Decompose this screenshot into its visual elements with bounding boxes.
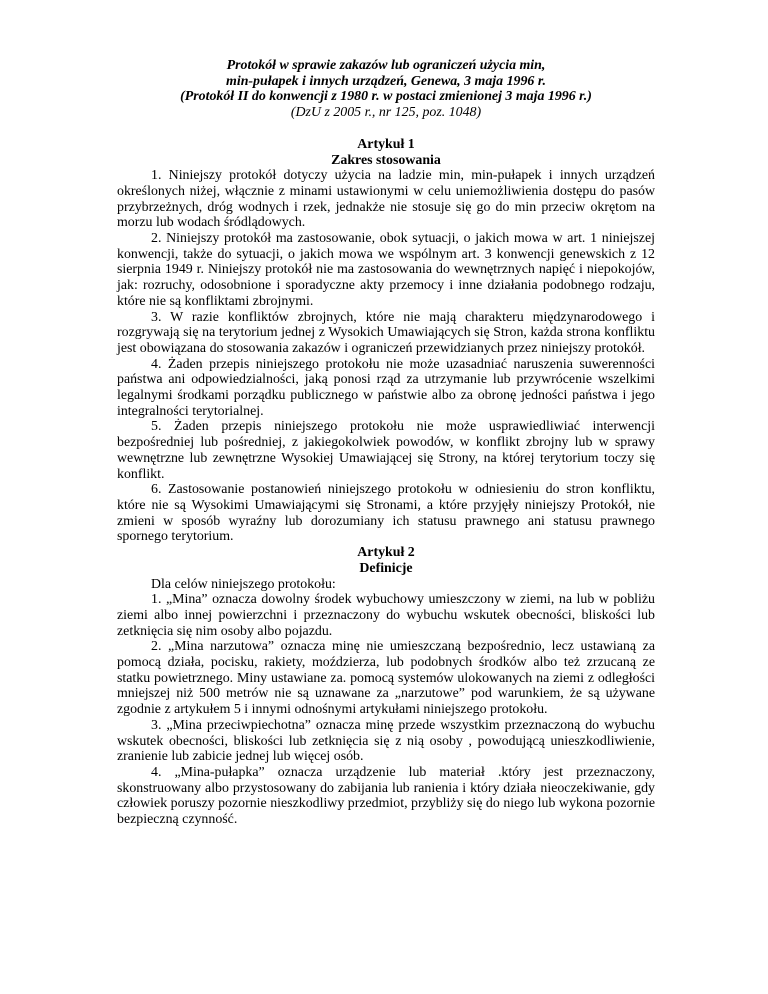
article-1-paragraph: 2. Niniejszy protokół ma zastosowanie, obok sytuacji, o jakich mowa w art. 1 niniejszej konwencji, także do sytuacji, o jakich mowa we wspólnym art. 3 konwencji genewskich z 12 sierpnia 1949 r. Niniejszy protokół nie ma zastosowania do wewnętrznych napięć i niepokojów, jak: rozruchy, odosobnione i sporadyczne akty przemocy i inne działania podobnego rodzaju, które nie są konfliktami zbrojnymi. [117, 231, 655, 309]
document-title [117, 58, 655, 121]
article-1-heading: Artykuł 1 [357, 136, 415, 152]
title-line-2: min-pułapek i innych urządzeń, Genewa, 3 maja 1996 r. [226, 73, 546, 89]
article-1-paragraph: 6. Zastosowanie postanowień niniejszego protokołu w odniesieniu do stron konfliktu, które nie są Wysokimi Umawiającymi się Stronami, a które przyjęły niniejszy Protokół, nie zmieni w sposób wyraźny lub dorozumiany ich statusu prawnego ani statusu prawnego spornego terytorium. [117, 482, 655, 545]
title-line-1: Protokół w sprawie zakazów lub ograniczeń użycia min, [226, 58, 546, 73]
article-1-paragraph: 3. W razie konfliktów zbrojnych, które nie mają charakteru międzynarodowego i rozgrywają się na terytorium jednej z Wysokich Umawiających się Stron, każda strona konfliktu jest obowiązana do stosowania zakazów i ograniczeń przewidzianych przez niniejszy protokół. [117, 309, 655, 356]
article-1-paragraph: 5. Żaden przepis niniejszego protokołu nie może usprawiedliwiać interwencji bezpośredniej lub pośredniej, z jakiegokolwiek powodów, w konflikt zbrojny lub w sprawy wewnętrzne lub zewnętrzne Wysokiej Umawiającej się Strony, na której terytorium toczy się konflikt. [117, 419, 655, 482]
article-2-paragraph: 2. „Mina narzutowa” oznacza minę nie umieszczaną bezpośrednio, lecz ustawianą za pomocą działa, pocisku, rakiety, moździerza, lub podobnych środków albo też zrzucaną ze statku powietrznego. Miny ustawiane za. pomocą systemów ulokowanych na ziemi z odległości mniejszej niż 500 metrów nie są uznawane za „narzutowe” pod warunkiem, że są używane zgodnie z artykułem 5 i innymi odnośnymi artykułami niniejszego protokołu. [117, 639, 655, 718]
title-source: (DzU z 2005 r., nr 125, poz. 1048) [290, 105, 482, 121]
article-2-paragraph: 4. „Mina-pułapka” oznacza urządzenie lub materiał .który jest przeznaczony, skonstruowany albo przystosowany do zabijania lub ranienia i który działa nieoczekiwanie, gdy człowiek poruszy pozornie nieszkodliwy przedmiot, przybliży się do niego lub wykona pozornie bezpieczną czynność. [117, 764, 655, 828]
article-2-heading: Artykuł 2 [357, 545, 415, 561]
title-line-3: (Protokół II do konwencji z 1980 r. w postaci zmienionej 3 maja 1996 r.) [180, 89, 592, 105]
article-2-paragraph: 3. „Mina przeciwpiechotna” oznacza minę przede wszystkim przeznaczoną do wybuchu wskutek obecności, bliskości lub zetknięcia się z nią osoby , powodującą unieszkodliwienie, zranienie lub zabicie jednej lub więcej osób. [117, 717, 655, 765]
article-2-subheading: Definicje [359, 560, 413, 576]
article-1-paragraph: 4. Żaden przepis niniejszego protokołu nie może uzasadniać naruszenia suwerenności państwa ani odpowiedzialności, jaką ponosi rząd za utrzymanie lub przywrócenie wszelkimi legalnymi środkami porządku publicznego w państwie albo za obronę jedności państwa i jego integralności terytorialnej. [117, 356, 655, 419]
article-1-subheading: Zakres stosowania [331, 152, 441, 168]
article-2-paragraph: 1. „Mina” oznacza dowolny środek wybuchowy umieszczony w ziemi, na lub w pobliżu ziemi albo innej powierzchni i przeznaczony do wybuchu wskutek obecności, bliskości lub zetknięcia się nim osoby albo pojazdu. [117, 592, 655, 639]
article-1-paragraph: 1. Niniejszy protokół dotyczy użycia na ladzie min, min-pułapek i innych urządzeń określonych niżej, włącznie z minami ustawionymi w celu uniemożliwienia dostępu do pasów przybrzeżnych, dróg wodnych i rzek, jednakże nie stosuje się go do min przeciw okrętom na morzu lub wodach śródlądowych. [117, 168, 655, 231]
article-2-intro: Dla celów niniejszego protokołu: [151, 576, 336, 592]
document-page [117, 0, 655, 828]
